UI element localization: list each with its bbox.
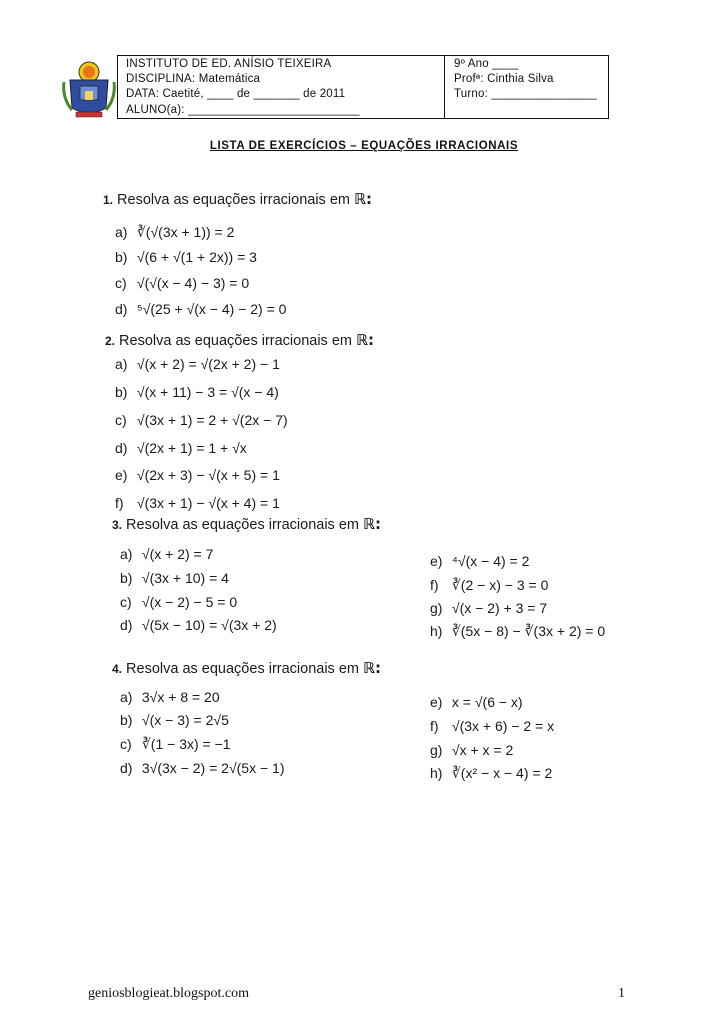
real-set-symbol: ℝ: <box>354 190 373 208</box>
school-crest-logo <box>58 58 120 120</box>
header-shift: Turno: ________________ <box>454 88 597 101</box>
section-number: 3. <box>112 518 123 532</box>
section-1-heading <box>103 190 372 208</box>
exercise-item: f) √(3x + 1) − √(x + 4) = 1 <box>115 495 280 511</box>
exercise-item: b) √(3x + 10) = 4 <box>120 570 229 586</box>
section-heading-text: Resolva as equações irracionais em <box>126 517 359 533</box>
exercise-item: c) √(3x + 1) = 2 + √(2x − 7) <box>115 412 288 428</box>
exercise-item: f) √(3x + 6) − 2 = x <box>430 718 555 734</box>
header-divider <box>444 56 445 118</box>
header-discipline: DISCIPLINA: Matemática <box>126 73 261 86</box>
exercise-item: d) 3√(3x − 2) = 2√(5x − 1) <box>120 760 285 776</box>
exercise-item: b) √(x − 3) = 2√5 <box>120 712 229 728</box>
exercise-item: d) √(2x + 1) = 1 + √x <box>115 440 247 456</box>
real-set-symbol: ℝ: <box>363 659 382 677</box>
exercise-item: d) √(5x − 10) = √(3x + 2) <box>120 617 277 633</box>
section-heading-text: Resolva as equações irracionais em <box>126 661 359 677</box>
exercise-item: e) ⁴√(x − 4) = 2 <box>430 553 530 569</box>
exercise-item: a) 3√x + 8 = 20 <box>120 689 220 705</box>
section-4-heading <box>112 659 381 677</box>
header-box <box>117 55 609 119</box>
exercise-item: h) ∛(x² − x − 4) = 2 <box>430 765 553 781</box>
exercise-item: c) ∛(1 − 3x) = −1 <box>120 736 231 752</box>
exercise-item: e) √(2x + 3) − √(x + 5) = 1 <box>115 467 280 483</box>
section-number: 2. <box>105 334 116 348</box>
section-2-heading <box>105 331 374 349</box>
exercise-item: g) √(x − 2) + 3 = 7 <box>430 600 548 616</box>
exercise-item: a) √(x + 2) = 7 <box>120 546 214 562</box>
exercise-item: f) ∛(2 − x) − 3 = 0 <box>430 577 549 593</box>
header-grade: 9º Ano ____ <box>454 58 519 70</box>
exercise-item: c) √(√(x − 4) − 3) = 0 <box>115 275 250 291</box>
header-left-column <box>126 57 360 118</box>
page-number: 1 <box>618 986 625 1001</box>
exercise-item: e) x = √(6 − x) <box>430 694 523 710</box>
exercise-item: a) ∛(√(3x + 1)) = 2 <box>115 224 235 240</box>
exercise-item: b) √(6 + √(1 + 2x)) = 3 <box>115 249 257 265</box>
section-number: 1. <box>103 193 114 207</box>
exercise-item: a) √(x + 2) = √(2x + 2) − 1 <box>115 356 280 372</box>
footer-site-link[interactable]: geniosblogieat.blogspot.com <box>88 986 249 1001</box>
real-set-symbol: ℝ: <box>363 515 382 533</box>
header-date: DATA: Caetité, ____ de _______ de 2011 <box>126 88 346 101</box>
section-heading-text: Resolva as equações irracionais em <box>119 333 352 349</box>
header-institution: INSTITUTO DE ED. ANÍSIO TEIXEIRA <box>126 58 332 70</box>
section-heading-text: Resolva as equações irracionais em <box>117 192 350 208</box>
exercise-item: b) √(x + 11) − 3 = √(x − 4) <box>115 384 279 400</box>
header-right-column <box>454 57 597 103</box>
section-number: 4. <box>112 662 123 676</box>
exercise-item: d) ⁵√(25 + √(x − 4) − 2) = 0 <box>115 301 287 317</box>
real-set-symbol: ℝ: <box>356 331 375 349</box>
page-title: LISTA DE EXERCÍCIOS – EQUAÇÕES IRRACIONAIS <box>209 140 519 152</box>
exercise-item: c) √(x − 2) − 5 = 0 <box>120 594 238 610</box>
header-student: ALUNO(a): __________________________ <box>126 103 360 116</box>
exercise-item: g) √x + x = 2 <box>430 742 514 758</box>
header-teacher: Profª: Cinthia Silva <box>454 73 554 86</box>
exercise-item: h) ∛(5x − 8) − ∛(3x + 2) = 0 <box>430 623 606 639</box>
section-3-heading <box>112 515 381 533</box>
